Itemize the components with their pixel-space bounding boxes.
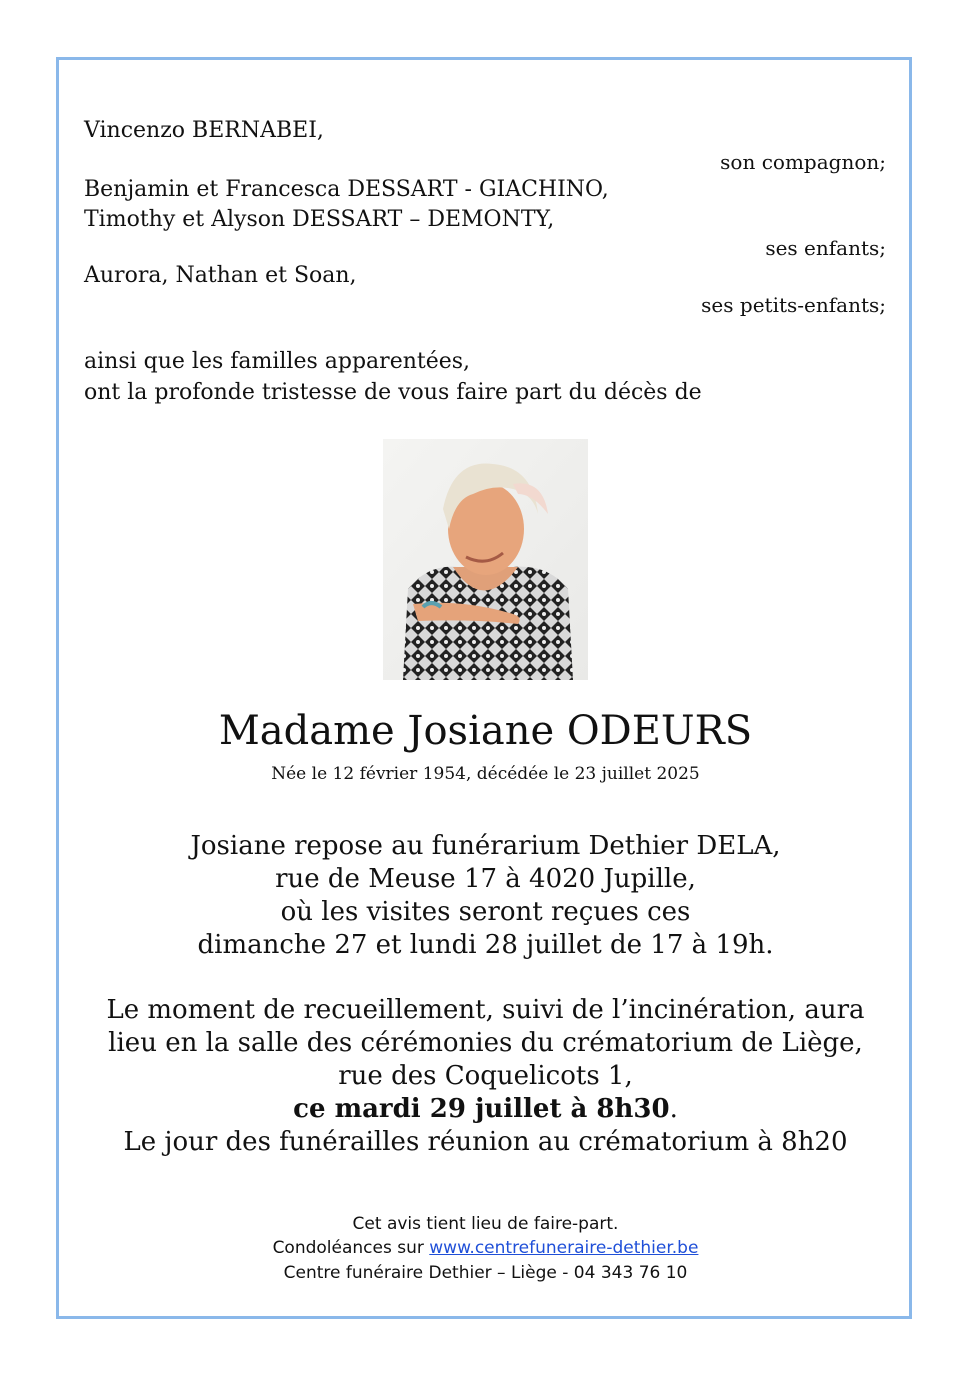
visitation-line-1: Josiane repose au funérarium Dethier DELA, (190, 831, 781, 861)
grandchildren-names: Aurora, Nathan et Soan, (84, 263, 357, 288)
deceased-portrait-photo (383, 439, 588, 680)
visitation-line-2: rue de Meuse 17 à 4020 Jupille, (275, 864, 696, 894)
ceremony-date-line (0, 1094, 971, 1124)
children-line-1: Benjamin et Francesca DESSART - GIACHINO, (84, 177, 609, 202)
children-role: ses enfants; (765, 236, 886, 260)
condolences-website-link[interactable]: www.centrefuneraire-dethier.be (429, 1238, 699, 1258)
condolences-prefix: Condoléances sur (272, 1238, 430, 1258)
families-line: ainsi que les familles apparentées, (84, 349, 471, 374)
visitation-line-3: où les visites seront reçues ces (280, 897, 691, 927)
ceremony-line-3: rue des Coquelicots 1, (338, 1061, 633, 1091)
partner-name: Vincenzo BERNABEI, (84, 118, 324, 143)
children-line-2: Timothy et Alyson DESSART – DEMONTY, (84, 207, 555, 232)
birth-death-dates: Née le 12 février 1954, décédée le 23 juillet 2025 (271, 764, 700, 784)
announcement-line: ont la profonde tristesse de vous faire part du décès de (84, 380, 702, 405)
footer-condolences (0, 1238, 971, 1258)
ceremony-date-suffix: . (669, 1094, 678, 1124)
ceremony-line-1: Le moment de recueillement, suivi de l’incinération, aura (106, 995, 865, 1025)
partner-role: son compagnon; (720, 150, 886, 174)
grandchildren-role: ses petits-enfants; (701, 293, 886, 317)
visitation-line-4: dimanche 27 et lundi 28 juillet de 17 à 19h. (197, 930, 774, 960)
deceased-name: Madame Josiane ODEURS (218, 708, 753, 754)
ceremony-line-5: Le jour des funérailles réunion au crématorium à 8h20 (123, 1127, 848, 1157)
footer-contact: Centre funéraire Dethier – Liège - 04 343 76 10 (283, 1263, 688, 1283)
footer-notice: Cet avis tient lieu de faire-part. (352, 1214, 619, 1234)
portrait-illustration (383, 439, 588, 680)
ceremony-line-2: lieu en la salle des cérémonies du crématorium de Liège, (108, 1028, 863, 1058)
ceremony-date-bold: ce mardi 29 juillet à 8h30 (293, 1094, 670, 1124)
